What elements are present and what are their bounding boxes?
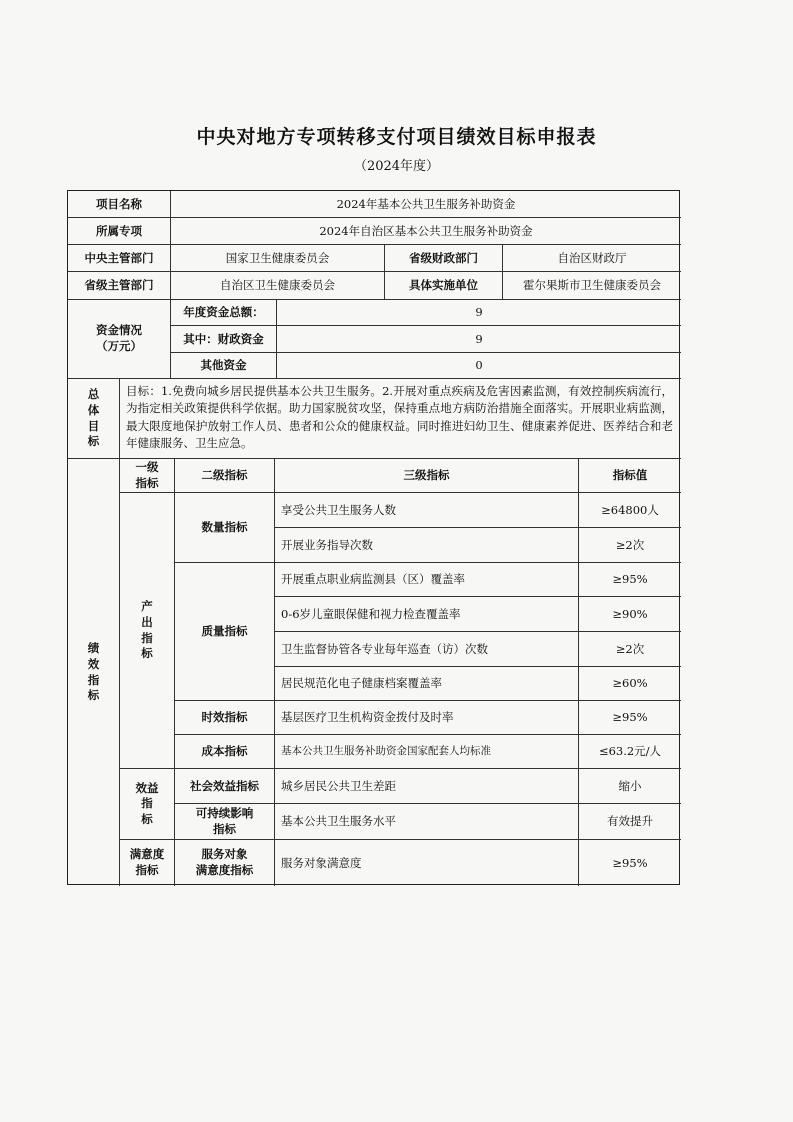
prov-finance-label: 省级财政部门 [385,245,503,272]
indicator-row-3-name: 开展重点职业病监测县（区）覆盖率 [275,563,579,597]
indicator-row-4-value: ≥90% [579,597,681,632]
perf-label: 绩 效 指 标 [68,459,120,886]
indicator-row-6-name: 居民规范化电子健康档案覆盖率 [275,667,579,701]
indicator-row-7-name: 基层医疗卫生机构资金拨付及时率 [275,701,579,735]
impl-unit-value: 霍尔果斯市卫生健康委员会 [503,272,681,300]
level1-satisfaction: 满意度 指标 [120,840,175,886]
project-name-label: 项目名称 [68,191,171,218]
indicator-row-9-value: 缩小 [579,769,681,804]
indicator-row-10-name: 基本公共卫生服务水平 [275,804,579,840]
funds-other-label: 其他资金 [171,353,277,379]
level2-social: 社会效益指标 [175,769,275,804]
prov-dept-value: 自治区卫生健康委员会 [171,272,385,300]
impl-unit-label: 具体实施单位 [385,272,503,300]
indicator-row-11-value: ≥95% [612,855,648,870]
indicator-row-11-name: 服务对象满意度 [275,840,579,886]
level1-output: 产 出 指 标 [120,493,175,769]
funds-total-value: 9 [277,300,681,326]
funds-label: 资金情况 （万元） [68,300,171,379]
indicator-row-5-name: 卫生监督协管各专业每年巡查（访）次数 [275,632,579,667]
header-level3: 三级指标 [275,459,579,493]
indicator-row-3-value: ≥95% [579,563,681,597]
funds-fiscal-value: 9 [277,326,681,353]
header-value: 指标值 [579,459,681,493]
level2-timeliness: 时效指标 [175,701,275,735]
page-subtitle-year: （2024年度） [353,159,440,174]
funds-total-label: 年度资金总额： [171,300,277,326]
goal-label: 总 体 目 标 [68,379,120,459]
indicator-row-1-value: ≥64800人 [579,493,681,528]
project-name-value: 2024年基本公共卫生服务补助资金 [171,191,681,218]
header-level1: 一级 指标 [120,459,175,493]
level2-sustain: 可持续影响 指标 [175,804,275,840]
funds-fiscal-label: 其中：财政资金 [171,326,277,353]
indicator-row-8-value: ≤63.2元/人 [579,735,681,769]
indicator-row-1-name: 享受公共卫生服务人数 [275,493,579,528]
central-dept-label: 中央主管部门 [68,245,171,272]
indicator-row-5-value: ≥2次 [579,632,681,667]
indicator-row-9-name: 城乡居民公共卫生差距 [275,769,579,804]
indicator-row-7-value: ≥95% [579,701,681,735]
indicator-row-2-value: ≥2次 [579,528,681,563]
goal-text: 目标：1.免费向城乡居民提供基本公共卫生服务。2.开展对重点疾病及危害因素监测，有效控制疾病流行，为指定相关政策提供科学依据。助力国家脱贫攻坚，保持重点地方病防治措施全面落实。开展职业病监测，最大限度地保护放射工作人员、患者和公众的健康权益。同时推进妇幼卫生、健康素养促进、医养结合和老年健康服务、卫生应急。 [120,379,681,459]
level2-cost: 成本指标 [175,735,275,769]
indicator-row-4-name: 0-6岁儿童眼保健和视力检查覆盖率 [275,597,579,632]
performance-form-table [67,190,680,885]
page-title: 中央对地方专项转移支付项目绩效目标申报表 [196,126,597,148]
level2-service: 服务对象 满意度指标 [175,840,275,886]
special-value: 2024年自治区基本公共卫生服务补助资金 [171,218,681,245]
funds-other-value: 0 [277,353,681,379]
prov-dept-label: 省级主管部门 [68,272,171,300]
level2-quantity: 数量指标 [175,493,275,563]
central-dept-value: 国家卫生健康委员会 [171,245,385,272]
prov-finance-value: 自治区财政厅 [503,245,681,272]
header-level2: 二级指标 [175,459,275,493]
level1-benefit: 效益 指 标 [120,769,175,840]
level2-quality: 质量指标 [175,563,275,701]
indicator-row-2-name: 开展业务指导次数 [275,528,579,563]
indicator-row-8-name: 基本公共卫生服务补助资金国家配套人均标准 [275,735,579,769]
indicator-row-10-value: 有效提升 [579,804,681,840]
special-label: 所属专项 [68,218,171,245]
indicator-row-6-value: ≥60% [579,667,681,701]
